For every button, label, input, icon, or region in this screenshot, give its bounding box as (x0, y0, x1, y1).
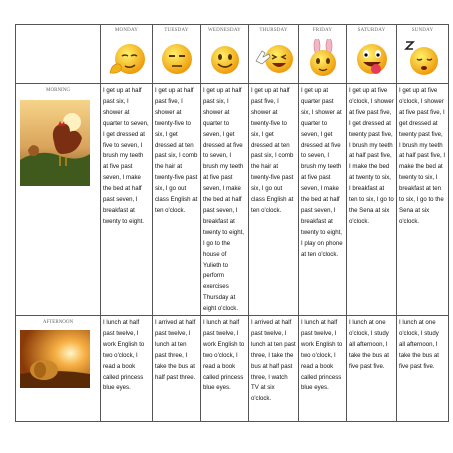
morning-cell-saturday: I get up at five o'clock, I shower at five past five, I get dressed at twenty past five, I brush my teeth at half past five, I make the bed at twenty to six, I breakfast at ten to six, I go to the Sena at six o'clock. (347, 84, 397, 316)
weekly-routine-table (15, 24, 449, 422)
morning-cell-friday: I get up at quarter past six, I shower at quarter to seven, I get dressed at five to seven, I brush my teeth at five past seven, I make the bed at half past seven, I breakfast at twenty to eight, I play on phone at ten o'clock. (299, 84, 347, 316)
schedule-sheet (15, 24, 448, 422)
afternoon-cell-wednesday: I lunch at half past twelve, I work English to two o'clock, I read a book called princess blue eyes. (201, 316, 249, 422)
row-label-afternoon (16, 316, 101, 422)
day-name: TUESDAY (164, 28, 189, 33)
day-header-monday (101, 25, 153, 84)
sunset-bale-photo (20, 330, 90, 388)
morning-cell-sunday: I get up at five o'clock, I shower at five past five, I get dressed at twenty past five, I brush my teeth at half past five, I make the bed at twenty to six, I breakfast at ten to six, I go to the Sena at six o'clock. (397, 84, 449, 316)
afternoon-cell-friday: I lunch at half past twelve, I work English to two o'clock, I read a book called princess blue eyes. (299, 316, 347, 422)
morning-cell-tuesday: I get up at half past five, I shower at twenty-five to six, I get dressed at ten past six, I comb the hair at twenty-five past six, I go out class English at ten o'clock. (153, 84, 201, 316)
morning-cell-monday: I get up at half past six, I shower at quarter to seven, I get dressed at five to seven, I brush my teeth at five past seven, I make the bed at half past seven, I breakfast at twenty to eight. (101, 84, 153, 316)
sleepy-emoji-icon (157, 39, 197, 79)
afternoon-cell-thursday: I arrived at half past twelve, I lunch at ten past three, I take the bus at half past three, I watch TV at six o'clock. (249, 316, 299, 422)
day-name: THURSDAY (259, 28, 288, 33)
day-header-sunday (397, 25, 449, 84)
day-name: SATURDAY (357, 28, 386, 33)
bunny-emoji-icon (303, 39, 343, 79)
day-name: MONDAY (114, 28, 139, 33)
smiling-emoji-icon (205, 39, 245, 79)
day-name: SUNDAY (411, 28, 434, 33)
row-label: AFTERNOON (42, 320, 74, 326)
sleeping-emoji-icon (403, 39, 443, 79)
day-header-wednesday (201, 25, 249, 84)
morning-cell-thursday: I get up at half past five, I shower at twenty-five to six, I get dressed at ten past six, I comb the hair at twenty-five past six, I go out class English at ten o'clock. (249, 84, 299, 316)
day-name: WEDNESDAY (207, 28, 241, 33)
row-label-morning (16, 84, 101, 316)
smirk-emoji-icon (107, 39, 147, 79)
afternoon-cell-sunday: I lunch at one o'clock, I study all afternoon, I take the bus at five past five. (397, 316, 449, 422)
corner-cell (16, 25, 101, 84)
day-header-tuesday (153, 25, 201, 84)
waving-laughing-emoji-icon (254, 39, 294, 79)
rooster-sunrise-photo (20, 100, 90, 186)
day-name: FRIDAY (312, 28, 333, 33)
day-header-thursday (249, 25, 299, 84)
tongue-out-emoji-icon (352, 39, 392, 79)
day-header-saturday (347, 25, 397, 84)
row-label: MORNING (46, 88, 70, 93)
day-header-friday (299, 25, 347, 84)
afternoon-cell-tuesday: I arrived at half past twelve, I lunch at ten past three, I take the bus at half past three. (153, 316, 201, 422)
afternoon-cell-monday: I lunch at half past twelve, I work English to two o'clock, I read a book called princess blue eyes. (101, 316, 153, 422)
afternoon-cell-saturday: I lunch at one o'clock, I study all afternoon, I take the bus at five past five. (347, 316, 397, 422)
morning-cell-wednesday: I get up at half past six, I shower at quarter to seven, I get dressed at five to seven, I brush my teeth at five past seven, I make the bed at half past seven, I breakfast at twenty to eight, I go to the house of Yulieth to perform exercises Thursday at eight o'clock. (201, 84, 249, 316)
